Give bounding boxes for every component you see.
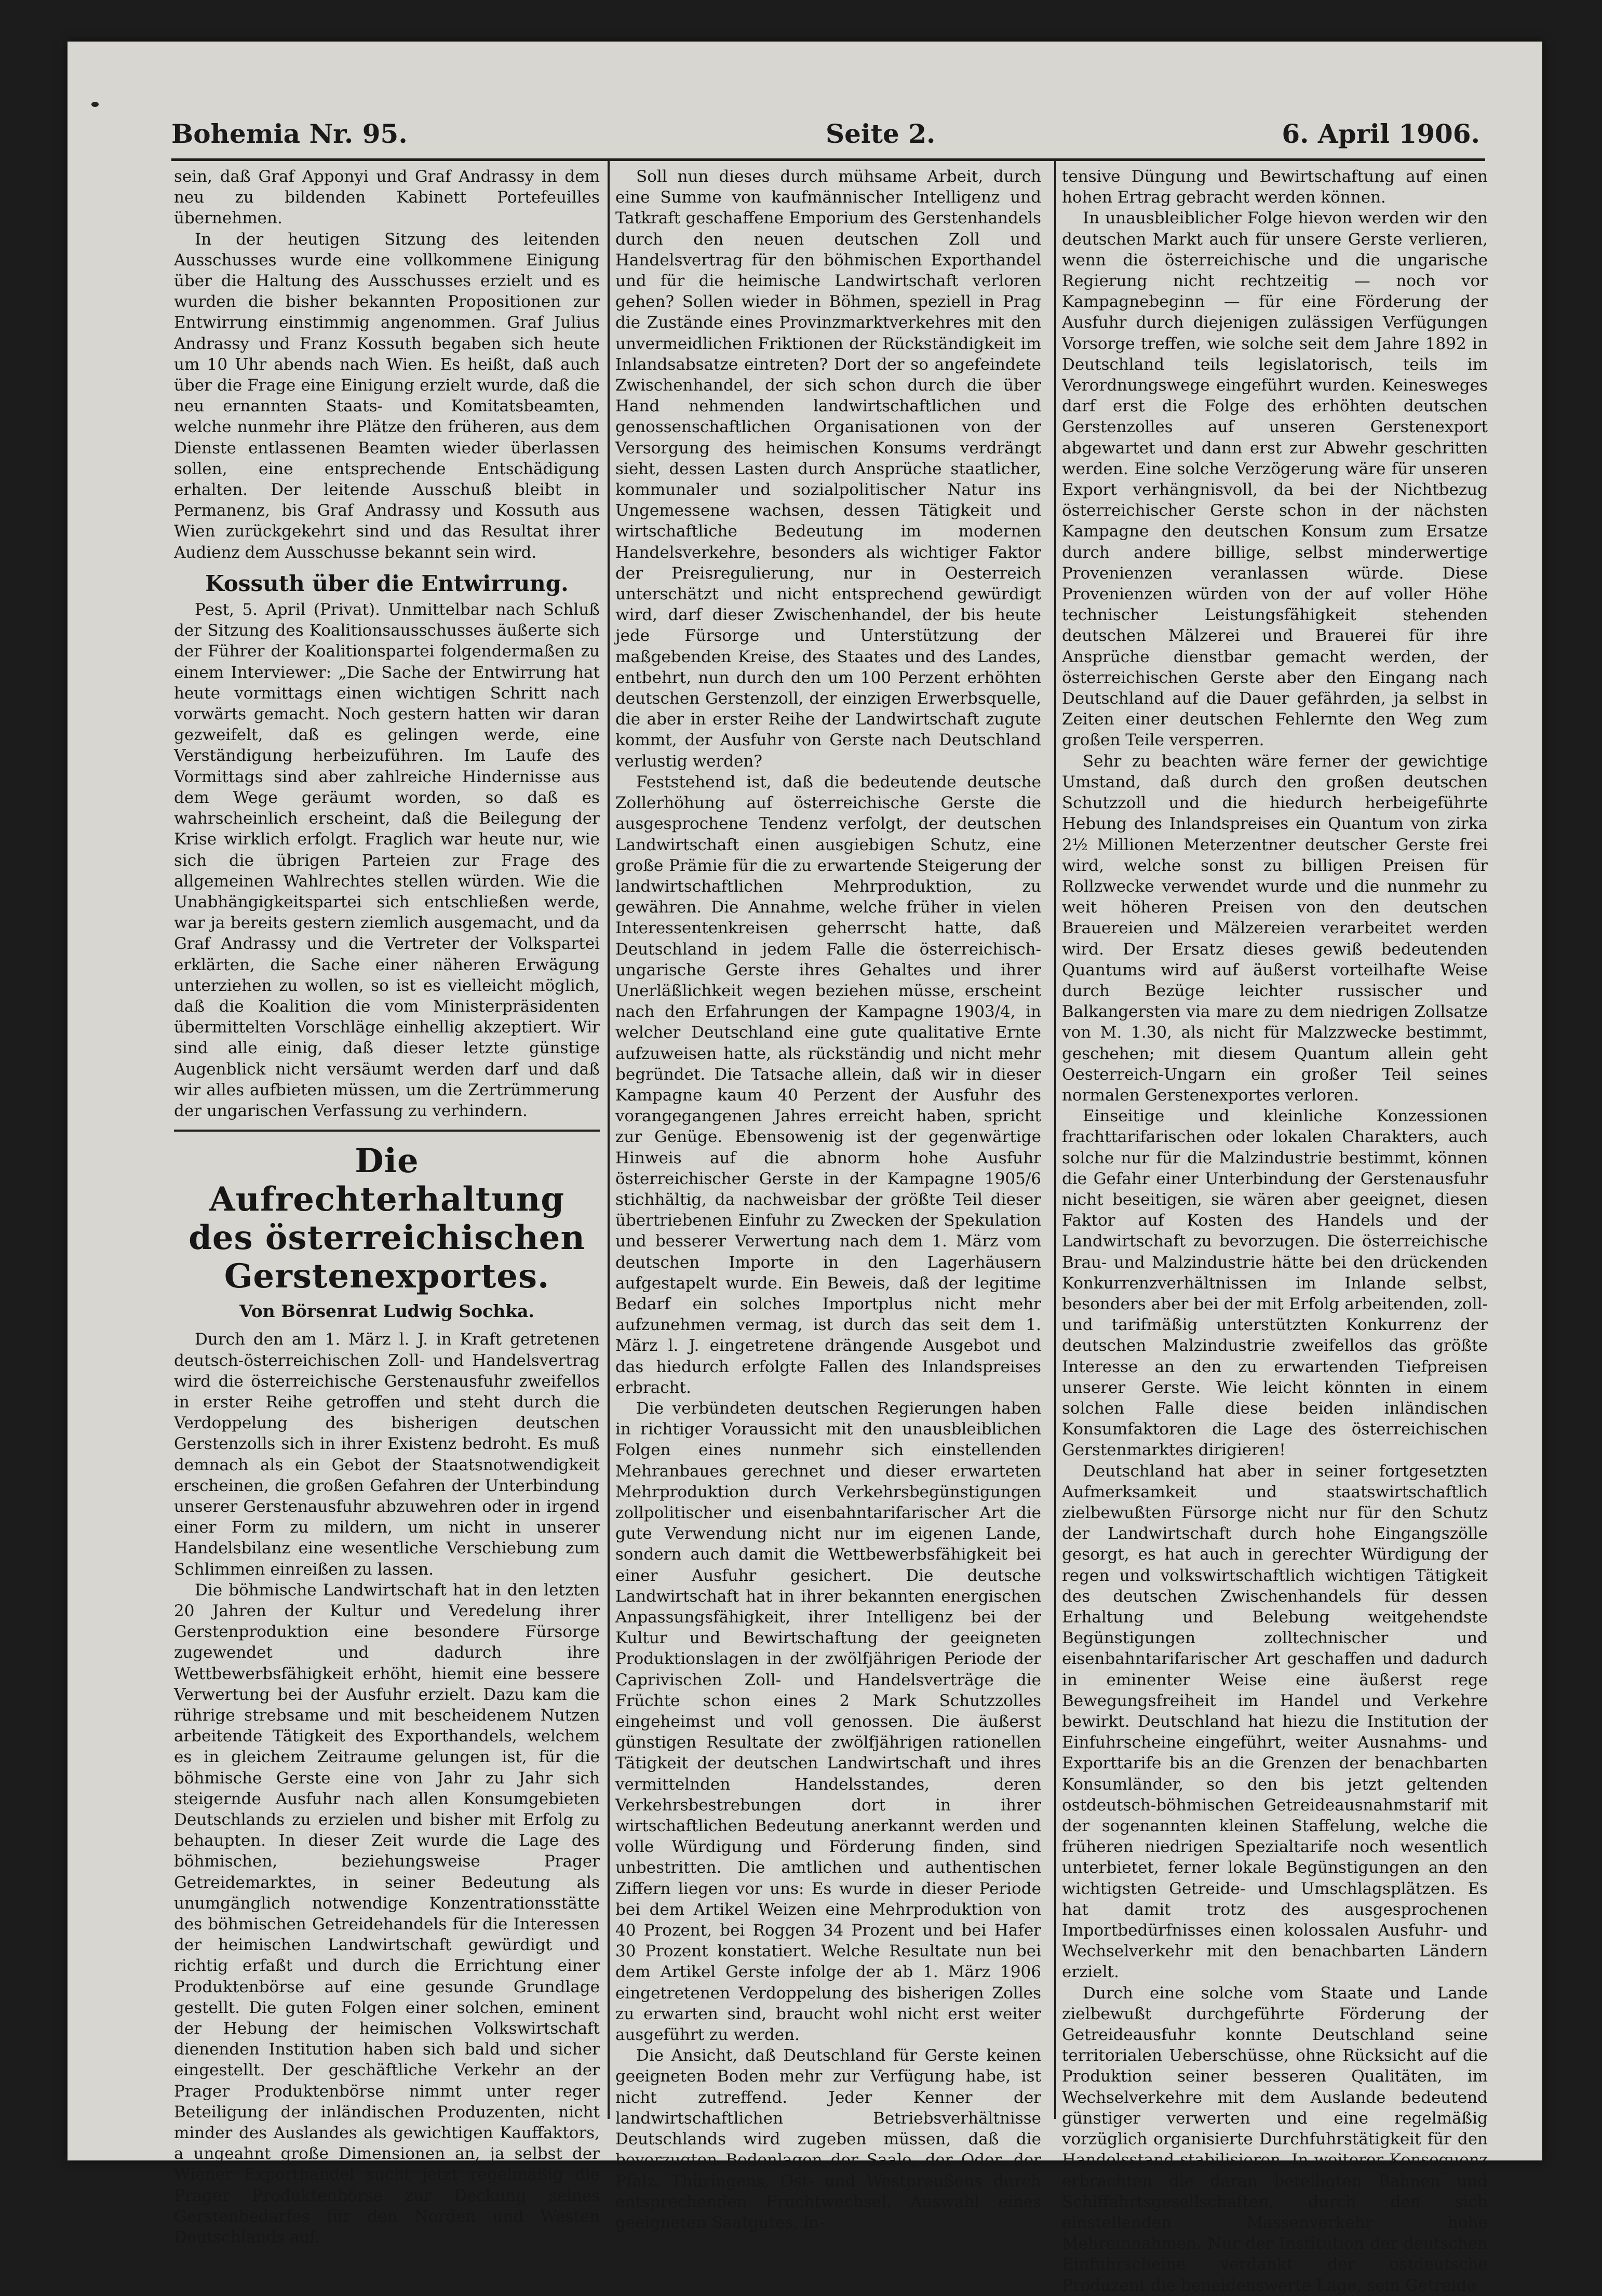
column-1 [174, 166, 600, 2248]
col1-paragraph: Pest, 5. April (Privat). Unmittelbar nach Schluß der Sitzung des Koalitionsausschusses äußerte sich der Führer der Koalitionspartei folgendermaßen zu einem Interviewer: „Die Sache der Entwirrung hat heute vormittags einen wichtigen Schritt nach vorwärts gemacht. Noch gestern hatten wir daran gezweifelt, daß es gelingen werde, eine Verständigung herbeizuführen. Im Laufe des Vormittags sind aber zahlreiche Hindernisse aus dem Wege geräumt worden, so daß es wahrscheinlich erscheint, daß die Beilegung der Krise wirklich erfolgt. Fraglich war heute nur, wie sich die übrigen Parteien zur Frage des allgemeinen Wahlrechtes stellen würden. Wie die Unabhängigkeitspartei sich entschließen werde, war ja bereits gestern ziemlich ausgemacht, und da Graf Andrassy und die Vertreter der Volkspartei erklärten, die Sache einer näheren Erwägung unterziehen zu wollen, so ist es vielleicht möglich, daß die Koalition die vom Ministerpräsidenten übermittelten Vorschläge einhellig akzeptiert. Wir sind alle einig, daß dieser letzte günstige Augenblick nicht versäumt werden darf und daß wir alles aufbieten müssen, um die Zertrümmerung der ungarischen Verfassung zu verhindern. [174, 600, 600, 1120]
col3-paragraph: Einseitige und kleinliche Konzessionen frachttarifarischen oder lokalen Charakters, auch solche nur für die Malzindustrie bestimmt, können die Gefahr einer Unterbindung der Gerstenausfuhr nicht beseitigen, sie wären aber geeignet, diesen Faktor auf Kosten des Handels und der Landwirtschaft zu bevorzugen. Die österreichische Brau- und Malzindustrie hätte bei den drückenden Konkurrenzverhältnissen im Inlande selbst, besonders aber bei der mit Erfolg arbeitenden, zoll- und tarifmäßig unterstützten Konkurrenz der deutschen Malzindustrie zweifellos das größte Interesse an den zu erwartenden Tiefpreisen unserer Gerste. Wie leicht könnten in einem solchen Falle diese beiden inländischen Konsumfaktoren die Lage des österreichischen Gerstenmarktes dirigieren! [1062, 1107, 1488, 1460]
col1-paragraph: Die böhmische Landwirtschaft hat in den letzten 20 Jahren der Kultur und Veredelung ihrer Gerstenproduktion eine besondere Fürsorge zugewendet und dadurch ihre Wettbewerbsfähigkeit erhöht, hiemit eine bessere Verwertung bei der Ausfuhr erzielt. Dazu kam die rührige strebsame und mit bescheidenem Nutzen arbeitende Tätigkeit des Exporthandels, welchem es in gleichem Zeitraume gelungen ist, für die böhmische Gerste eine von Jahr zu Jahr sich steigernde Ausfuhr nach allen Konsumgebieten Deutschlands zu erzielen und bisher mit Erfolg zu behaupten. In dieser Zeit wurde die Lage des böhmischen, beziehungsweise Prager Getreidemarktes, in seiner Bedeutung als unumgänglich notwendige Konzentrationsstätte des böhmischen Getreidehandels für die Interessen der heimischen Landwirtschaft gewürdigt und richtig erfaßt und durch die Errichtung einer Produktenbörse auf eine gesunde Grundlage gestellt. Die guten Folgen einer solchen, eminent der Hebung der heimischen Volkswirtschaft dienenden Institution haben sich bald und sicher eingestellt. Der geschäftliche Verkehr an der Prager Produktenbörse nimmt unter reger Beteiligung der inländischen Produzenten, nicht minder des Auslandes als gewichtigen Kauffaktors, a ungeahnt große Dimensionen an, ja selbst der Wiener Exporthandel sucht jetzt regelmäßig die Prager Produktenbörse zur Deckung seines Gerstenbedarfes für den Norden und Westen Deutschlands auf. [174, 1580, 600, 2247]
col1-paragraph: In der heutigen Sitzung des leitenden Ausschusses wurde eine vollkommene Einigung über die Haltung des Ausschusses erzielt und es wurden die bisher bekannten Propositionen zur Entwirrung einstimmig angenommen. Graf Julius Andrassy und Franz Kossuth begaben sich heute um 10 Uhr abends nach Wien. Es heißt, daß auch über die Frage eine Einigung erzielt wurde, daß die neu ernannten Staats- und Komitatsbeamten, welche nunmehr ihre Plätze den früheren, aus dem Dienste entlassenen Beamten wieder überlassen sollen, eine entsprechende Entschädigung erhalten. Der leitende Ausschuß bleibt in Permanenz, bis Graf Andrassy und Kossuth aus Wien zurückgekehrt sind und das Resultat ihrer Audienz dem Ausschusse bekannt sein wird. [174, 230, 600, 562]
col3-paragraph: tensive Düngung und Bewirtschaftung auf einen hohen Ertrag gebracht werden können. [1062, 167, 1488, 207]
col2-paragraph: Soll nun dieses durch mühsame Arbeit, durch eine Summe von kaufmännischer Intelligenz und Tatkraft geschaffene Emporium des Gerstenhandels durch den neuen deutschen Zoll und Handelsvertrag für den böhmischen Exporthandel und für die heimische Landwirtschaft verloren gehen? Sollen wieder in Böhmen, speziell in Prag die Zustände eines Provinzmarktverkehres mit den unvermeidlichen Friktionen der Rückständigkeit im Inlandsabsatze eintreten? Dort der so angefeindete Zwischenhandel, der sich schon durch die über Hand nehmenden landwirtschaftlichen und genossenschaftlichen Organisationen von der Versorgung des heimischen Konsums verdrängt sieht, dessen Lasten durch Ansprüche staatlicher, kommunaler und sozialpolitischer Natur ins Ungemessene wachsen, dessen Tätigkeit und wirtschaftliche Bedeutung im modernen Handelsverkehre, besonders als wichtiger Faktor der Preisregulierung, nur in Oesterreich unterschätzt und nicht entsprechend gewürdigt wird, darf dieser Zwischenhandel, der bis heute jede Fürsorge und Unterstützung der maßgebenden Kreise, des Staates und des Landes, entbehrt, nun durch den um 100 Perzent erhöhten deutschen Gerstenzoll, der einzigen Erwerbsquelle, die aber in erster Reihe der Landwirtschaft zugute kommt, der Ausfuhr von Gerste nach Deutschland verlustig werden? [615, 167, 1041, 771]
col3-paragraph: Deutschland hat aber in seiner fortgesetzten Aufmerksamkeit und staatswirtschaftlich zielbewußten Fürsorge nicht nur für den Schutz der Landwirtschaft durch hohe Eingangszölle gesorgt, es hat auch in gerechter Würdigung der regen und volkswirtschaftlich wichtigen Tätigkeit des deutschen Zwischenhandels für dessen Erhaltung und Belebung weitgehendste Begünstigungen zolltechnischer und eisenbahntarifarischer Art geschaffen und dadurch in eminenter Weise eine äußerst rege Bewegungsfreiheit im Handel und Verkehre bewirkt. Deutschland hat hiezu die Institution der Einfuhrscheine eingeführt, weiter Ausnahms- und Exporttarife bis an die Grenzen der benachbarten Konsumländer, so den bis jetzt geltenden ostdeutsch-böhmischen Getreideausnahmstarif mit der sogenannten kleinen Staffelung, welche die früheren niedrigen Spezialtarife noch wesentlich unterbietet, ferner lokale Begünstigungen an den wichtigsten Getreide- und Umschlagsplätzen. Es hat damit trotz des ausgesprochenen Importbedürfnisses einen kolossalen Ausfuhr- und Wechselverkehr mit den benachbarten Ländern erzielt. [1062, 1461, 1488, 1982]
header-rule [171, 158, 1485, 161]
col3-paragraph: Sehr zu beachten wäre ferner der gewichtige Umstand, daß durch den großen deutschen Schutzzoll und die hiedurch herbeigeführte Hebung des Inlandspreises ein Quantum von zirka 2½ Millionen Meterzentner deutscher Gerste frei wird, welche sonst zu billigen Preisen für Rollzwecke verwendet wurde und die nunmehr zu weit höheren Preisen von den deutschen Brauereien und Mälzereien verarbeitet werden wird. Der Ersatz dieses gewiß bedeutenden Quantums wird auf äußerst vorteilhafte Weise durch Bezüge leichter russischer und Balkangersten via mare zu dem niedrigen Zollsatze von M. 1.30, als nicht für Malzzwecke bestimmt, geschehen; mit diesem Quantum allein geht Oesterreich-Ungarn ein großer Teil seines normalen Gerstenexportes verloren. [1062, 751, 1488, 1105]
col1-paragraph: sein, daß Graf Apponyi und Graf Andrassy in dem neu zu bildenden Kabinett Portefeuilles übernehmen. [174, 167, 600, 228]
article-byline: Von Börsenrat Ludwig Sochka. [239, 1301, 534, 1322]
article-title: Die Aufrechterhaltung des österreichischen Gerstenexportes. [189, 1142, 585, 1296]
col1-paragraph: Durch den am 1. März l. J. in Kraft getretenen deutsch-österreichischen Zoll- und Handelsvertrag wird die österreichische Gerstenausfuhr zweifellos in erster Reihe getroffen und steht durch die Verdoppelung des bisherigen deutschen Gerstenzolls sich in ihrer Existenz bedroht. Es muß demnach als ein Gebot der Staatsnotwendigkeit erscheinen, die großen Gefahren der Unterbindung unserer Gerstenausfuhr abzuwehren oder in irgend einer Form zu mildern, um nicht in unserer Handelsbilanz eine wesentliche Verschiebung zum Schlimmen einreißen zu lassen. [174, 1330, 600, 1579]
section-divider [174, 1130, 600, 1132]
ink-speck [91, 102, 99, 107]
page-number: Seite 2. [826, 118, 936, 149]
col2-paragraph: Die Ansicht, daß Deutschland für Gerste keinen geeigneten Boden mehr zur Verfügung habe, ist nicht zutreffend. Jeder Kenner der landwirtschaftlichen Betriebsverhältnisse Deutschlands wird zugeben müssen, daß die bevorzugten Bodenlagen der Saale, der Oder, der Pfalz, Thüringens, Ost- und Westpreußens durch entsprechenden Fruchtwechsel, Auswahl eines geeigneten Saatgutes, in- [615, 2046, 1041, 2232]
page-header [104, 114, 1480, 156]
col3-paragraph: In unausbleiblicher Folge hievon werden wir den deutschen Markt auch für unsere Gerste verlieren, wenn die österreichische und die ungarische Regierung nicht rechtzeitig — noch vor Kampagnebeginn — für eine Förderung der Ausfuhr durch diejenigen zulässigen Verfügungen Vorsorge treffen, wie solche seit dem Jahre 1892 in Deutschland teils legislatorisch, teils im Verordnungswege eingeführt wurden. Keinesweges darf erst die Folge des erhöhten deutschen Gerstenzolles auf unseren Gerstenexport abgewartet und dann erst zur Abwehr geschritten werden. Eine solche Verzögerung wäre für unseren Export verhängnisvoll, da bei der Nichtbezug österreichischer Gerste schon in der nächsten Kampagne den deutschen Konsum zum Ersatze durch andere billige, selbst minderwertige Provenienzen veranlassen würde. Diese Provenienzen würden von der auf voller Höhe technischer Leistungsfähigkeit stehenden deutschen Mälzerei und Brauerei für ihre Ansprüche dienstbar gemacht werden, der österreichischen Gerste aber den Eingang nach Deutschland auf die Dauer gefährden, ja selbst in Zeiten einer deutschen Fehlernte den Weg zum großen Teile versperren. [1062, 209, 1488, 750]
col2-paragraph: Die verbündeten deutschen Regierungen haben in richtiger Voraussicht mit den unausbleiblichen Folgen eines nunmehr sich einstellenden Mehranbaues gerechnet und dieser erwarteten Mehrproduktion durch Verkehrsbegünstigungen zollpolitischer und eisenbahntarifarischer Art die gute Verwendung nicht nur im eigenen Lande, sondern auch damit die Wettbewerbsfähigkeit bei einer Ausfuhr gesichert. Die deutsche Landwirtschaft hat in ihrer bekannten energischen Anpassungsfähigkeit, ihrer Intelligenz bei der Kultur und Bewirtschaftung der geeigneten Produktionslagen in der zwölfjährigen Periode der Caprivischen Zoll- und Handelsverträge die Früchte schon eines 2 Mark Schutzzolles eingeheimst und voll genossen. Die äußerst günstigen Resultate der zwölfjährigen rationellen Tätigkeit der deutschen Landwirtschaft und ihres vermittelnden Handelsstandes, deren Verkehrsbestrebungen dort in ihrer wirtschaftlichen Bedeutung anerkannt werden und volle Würdigung und Förderung finden, sind unbestritten. Die amtlichen und authentischen Ziffern liegen vor uns: Es wurde in dieser Periode bei dem Artikel Weizen eine Mehrproduktion von 40 Prozent, bei Roggen 34 Prozent und bei Hafer 30 Prozent konstatiert. Welche Resultate nun bei dem Artikel Gerste infolge der ab 1. März 1906 eingetretenen Verdoppelung des bisherigen Zolles zu erwarten sind, braucht wohl nicht erst weiter ausgeführt zu werden. [615, 1399, 1041, 2045]
issue-date: 6. April 1906. [1282, 118, 1480, 149]
masthead-issue: Bohemia Nr. 95. [171, 118, 408, 149]
column-rule-2 [1054, 161, 1056, 2119]
column-3 [1062, 166, 1488, 2296]
col3-paragraph: Durch eine solche vom Staate und Lande zielbewußt durchgeführte Förderung der Getreideausfuhr konnte Deutschland seine territorialen Ueberschüsse, ohne Rücksicht auf die Produktion seiner besseren Qualitäten, im Wechselverkehre mit dem Auslande bedeutend günstiger verwerten und eine regelmäßig vorzüglich organisierte Durchfuhrstätigkeit für den Handelsstand stabilisieren. In weiterer Konsequenz erbrachten die daran beteiligten Bahnen und Schiffahrtsgesellschaften, durch den sich einstellenden Massenverkehr hohe Mehreinnahmen. Nur der Institution der deutschen Einfuhrscheine verdankt der ostdeutsche Produzent die beneidenswerte Lage, sein Getreide [1062, 1983, 1488, 2295]
column-2 [615, 166, 1041, 2233]
section-heading-kossuth: Kossuth über die Entwirrung. [205, 570, 569, 596]
column-rule-1 [608, 161, 610, 2119]
col2-paragraph: Feststehend ist, daß die bedeutende deutsche Zollerhöhung auf österreichische Gerste die ausgesprochene Tendenz verfolgt, der deutschen Landwirtschaft einen ausgiebigen Schutz, eine große Prämie für die zu erwartende Steigerung der landwirtschaftlichen Mehrproduktion, zu gewähren. Die Annahme, welche früher in vielen Interessentenkreisen geherrscht hatte, daß Deutschland in jedem Falle die österreichisch-ungarische Gerste ihres Gehaltes und ihrer Unerläßlichkeit wegen beziehen müsse, erscheint nach den Erfahrungen der Kampagne 1903/4, in welcher Deutschland eine gute qualitative Ernte aufzuweisen hatte, als rückständig und nicht mehr begründet. Die Tatsache allein, daß wir in dieser Kampagne kaum 40 Perzent der Ausfuhr des vorangegangenen Jahres erreicht haben, spricht zur Genüge. Ebensowenig ist der gegenwärtige Hinweis auf die abnorm hohe Ausfuhr österreichischer Gerste in der Kampagne 1905/6 stichhältig, da nachweisbar der größte Teil dieser übertriebenen Einfuhr zu Zwecken der Spekulation und besserer Verwertung nach dem 1. März vom deutschen Importe in den Lagerhäusern aufgestapelt wurde. Ein Beweis, daß der legitime Bedarf ein solches Importplus nicht mehr aufzunehmen vermag, ist durch das seit dem 1. März l. J. eingetretene drängende Ausgebot und das hiedurch erfolgte Fallen des Inlandspreises erbracht. [615, 772, 1041, 1397]
